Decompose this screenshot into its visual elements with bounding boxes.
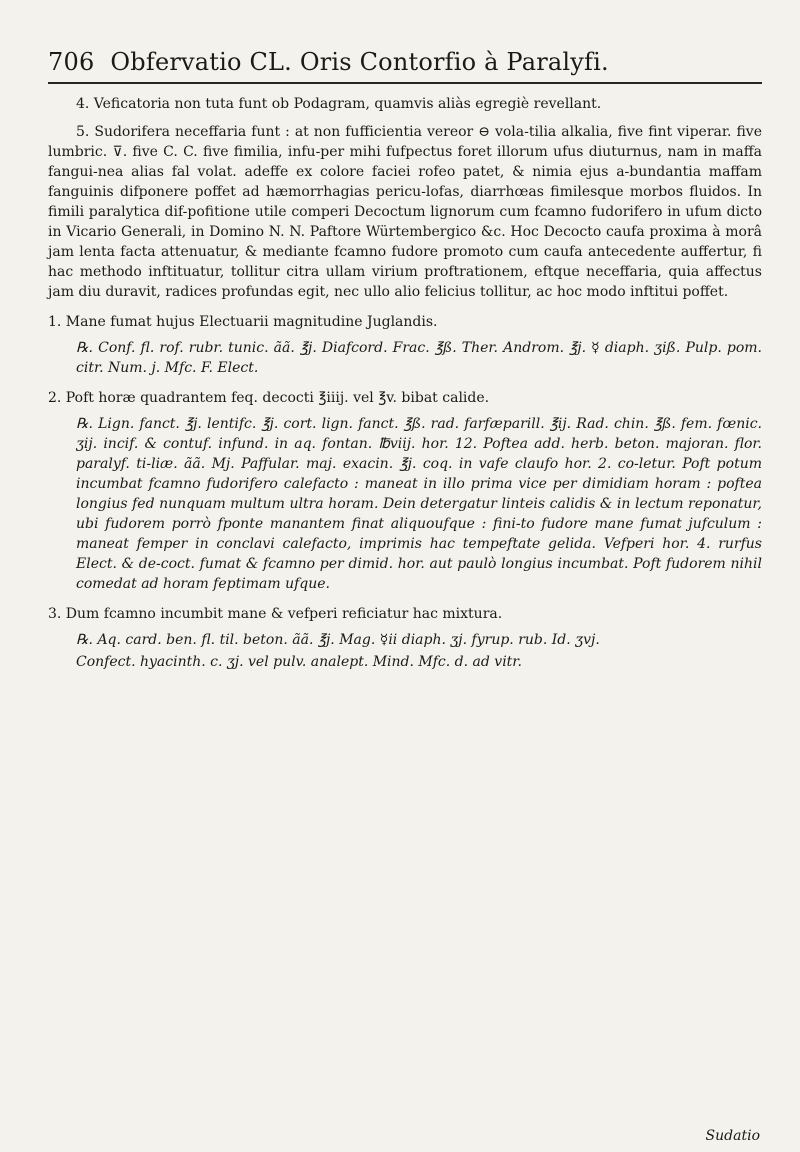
recipe-1: ℞. Conf. fl. rof. rubr. tunic. ãã. ℥j. Diafcord. Frac. ℥ß. Ther. Androm. ℥j. ☿ diaph. ʒiß. Pulp. pom. citr. Num. j. Mfc. F. Elect. — [76, 340, 762, 376]
running-header — [48, 48, 762, 76]
paragraph-4: 4. Veficatoria non tuta funt ob Podagram, quamvis aliàs egregiè revellant. — [76, 96, 602, 112]
recipe-2: ℞. Lign. fanct. ℥j. lentifc. ℥j. cort. lign. fanct. ℥ß. rad. farfæparill. ℥ij. Rad. chin. ℥ß. fem. fœnic. ʒij. incif. & contuf. infund. in aq. fontan. ℔viij. hor. 12. Poftea add. herb. beton. majoran. flor. paralyf. ti-liæ. ãã. Mj. Paffular. maj. exacin. ℥j. coq. in vafe claufo hor. 2. co-letur. Poft potum incumbat fcamno fudorifero calefacto : maneat in illo prima vice per dimidiam horam : poftea longius fed nunquam multum ultra horam. Dein detergatur linteis calidis & in lectum reponatur, ubi fudorem porrò fponte manantem finat aliquoufque : fini-to fudore mane fumat jufculum : maneat femper in conclavi calefacto, imprimis hac tempeftate gelida. Vefperi hor. 4. rurfus Elect. & de-coct. fumat & fcamno per dimid. hor. aut paulò longius incumbat. Poft fudorem nihil comedat ad horam feptimam ufque. — [76, 416, 762, 592]
item-1: 1. Mane fumat hujus Electuarii magnitudine Juglandis. — [48, 314, 438, 330]
item-3: 3. Dum fcamno incumbit mane & vefperi reficiatur hac mixtura. — [48, 606, 503, 622]
paragraph-5: 5. Sudorifera neceffaria funt : at non fufficientia vereor ⊖ vola-tilia alkalia, five fint viperar. five lumbric. ⊽. five C. C. five fimilia, infu-per mihi fufpectus foret illorum ufus diuturnus, nam in maffa fangui-nea alias fal volat. adeffe ex colore faciei rofeo patet, & nimia ejus a-bundantia maffam fanguinis difponere poffet ad hæmorrhagias pericu-lofas, diarrhœas fimilesque morbos fluidos. In fimili paralytica dif-pofitione utile comperi Decoctum lignorum cum fcamno fudorifero in ufum dicto in Vicario Generali, in Domino N. N. Paftore Würtembergico &c. Hoc Decocto caufa proxima à morâ jam lenta facta attenuatur, & mediante fcamno fudore promoto cum caufa antecedente auffertur, fi hac methodo inftituatur, tollitur citra ullam virium proftrationem, eftque neceffaria, quia affectus jam diu duravit, radices profundas egit, nec ullo alio felicius tollitur, ac hoc modo inftitui poffet. — [48, 124, 762, 300]
recipe-3-continued: Confect. hyacinth. c. ʒj. vel pulv. analept. Mind. Mfc. d. ad vitr. — [76, 654, 522, 670]
running-title: Obfervatio CL. Oris Contorfio à Paralyfi. — [110, 48, 609, 76]
item-2: 2. Poft horæ quadrantem feq. decocti ℥iiij. vel ℥v. bibat calide. — [48, 390, 490, 406]
header-rule — [48, 82, 762, 84]
catchword: Sudatio — [705, 1128, 760, 1144]
page-number: 706 — [48, 48, 95, 76]
recipe-3: ℞. Aq. card. ben. fl. til. beton. ãã. ℥j. Mag. ☿ii diaph. ʒj. fyrup. rub. Id. ʒvj. — [76, 632, 600, 648]
